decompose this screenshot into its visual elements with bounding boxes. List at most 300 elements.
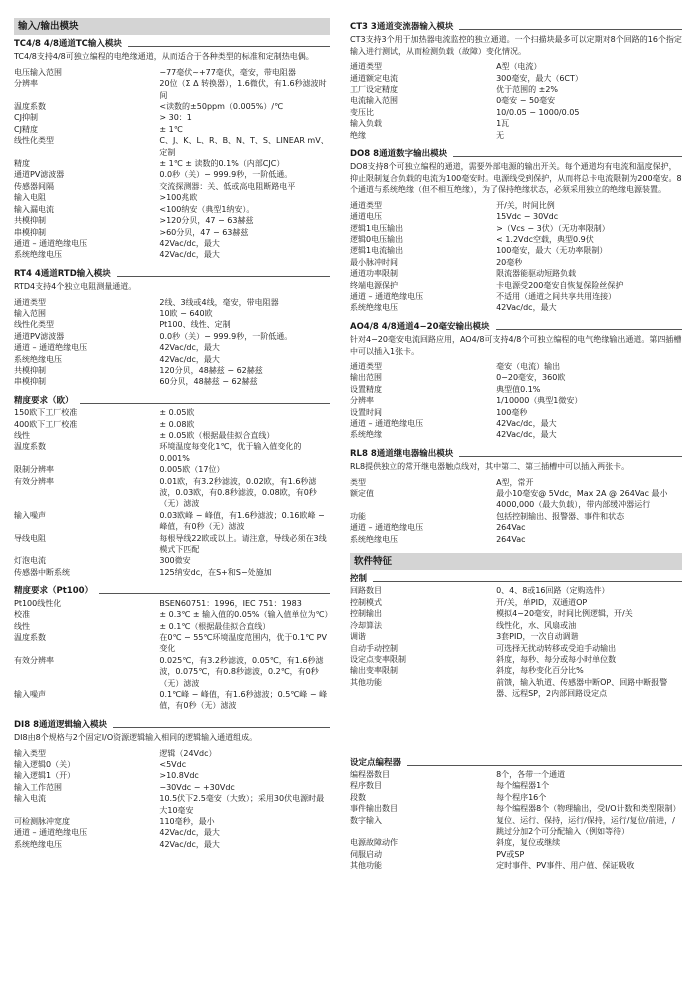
- spec-row: [14, 67, 330, 78]
- spec-value: 0.03欧峰 − 峰值，有1.6秒滤波；0.16欧峰 − 峰值，有0秒（无）滤波: [159, 510, 325, 532]
- spec-value: 42Vac/dc，最大: [159, 250, 220, 260]
- spec-value: <100纳安（典型1纳安）。: [159, 204, 255, 214]
- module-block: [14, 269, 330, 388]
- spec-value: 卡电源受200毫安自恢复保险丝保护: [496, 280, 624, 290]
- spec-label: 冷却算法: [350, 620, 382, 630]
- spec-row: [350, 585, 682, 596]
- spec-row: [350, 620, 682, 631]
- spec-value: 10.5伏下2.5毫安（大致）；采用30伏电源时最大10毫安: [159, 794, 325, 815]
- spec-label: 输入负载: [350, 119, 382, 129]
- spec-label: 编程器数目: [350, 769, 390, 779]
- spec-value: 0.0秒（关）− 999.9秒，一阶低通。: [159, 170, 293, 180]
- spec-label: Pt100线性化: [14, 598, 62, 608]
- spec-label: 逻辑1电流输出: [350, 246, 404, 256]
- spec-value: < 1.2Vdc空载，典型0.9伏: [496, 234, 594, 244]
- spec-label: 通道类型: [350, 200, 382, 210]
- spec-label: 事件输出数目: [350, 804, 398, 814]
- spec-row: [350, 608, 682, 619]
- spec-row: [350, 395, 682, 406]
- module-heading: CT3 3通道变流器输入模块: [350, 22, 682, 33]
- spec-label: 导线电阻: [14, 533, 46, 543]
- spec-label: 输出变率限制: [350, 666, 398, 676]
- module-description: DI8由8个规格与2个固定I/O资源逻辑输入相同的逻辑输入通道组成。: [14, 733, 258, 743]
- spec-label: 系统绝缘电压: [350, 534, 398, 544]
- spec-label: 伺服启动: [350, 849, 382, 859]
- spec-label: 通道 – 通道绝缘电压: [350, 523, 424, 533]
- spec-row: [14, 430, 330, 441]
- spec-row: [14, 407, 330, 418]
- spec-value: 定时事件、PV事件、用户值、保证吸收: [496, 861, 635, 871]
- spec-label: 线性化类型: [14, 320, 54, 330]
- spec-value: 斜度，每秒变化百分比%: [496, 666, 584, 676]
- spec-value: 0.01欧，有3.2秒滤波，0.02欧，有1.6秒滤波，0.03欧，有0.8秒滤波，0.08欧，有0秒（无）滤波: [159, 476, 317, 509]
- module-block: [14, 396, 330, 579]
- spec-label: 可检测脉冲宽度: [14, 817, 70, 826]
- module-block: [350, 449, 682, 545]
- spec-row: [14, 464, 330, 475]
- module-description: TC4/8支持4/8可独立编程的电绝缘通道，从而适合于各种类型的标准和定制热电偶。: [14, 52, 314, 62]
- spec-label: 有效分辨率: [14, 476, 54, 486]
- spec-value: 逻辑（24Vdc）: [159, 748, 217, 758]
- module-block: [350, 149, 682, 314]
- spec-row: [350, 534, 682, 545]
- spec-label: 通道 – 通道绝缘电压: [350, 419, 424, 428]
- spec-label: 分辨率: [14, 79, 38, 89]
- spec-label: 逻辑1电压输出: [350, 223, 404, 233]
- spec-value: 125纳安dc，在S+和S−处施加: [159, 567, 272, 577]
- spec-label: CJ抑制: [14, 113, 38, 123]
- spec-value: 每根导线22欧或以上。请注意，导线必须在3线模式下匹配: [159, 533, 327, 555]
- module-description: DO8支持8个可独立编程的通道，需要外部电源的输出开关。每个通道均有电流和温度保护，抑止限制复合负载的电流为100毫安时。电源线受到保护，从而将总卡电流限制为200毫安。8个通道与系统绝缘（但不相互绝缘），为了保持绝缘状态，必须采用独立的绝缘电源装置。: [350, 162, 682, 195]
- spec-value: 前馈，输入轨道、传感器中断OP、回路中断报警器、远程SP，2内部回路设定点: [496, 677, 668, 699]
- module-description: 针对4−20毫安电流回路应用，AO4/8可支持4/8个可独立编程的电气绝缘输出通道。第四插槽中可以插入1张卡。: [350, 335, 682, 356]
- spec-label: 温度系数: [14, 442, 46, 452]
- module-heading: DO8 8通道数字输出模块: [350, 149, 682, 160]
- spec-value: 可选择无扰动转移或受迫手动输出: [496, 643, 617, 653]
- module-heading: RL8 8通道继电器输出模块: [350, 449, 682, 460]
- spec-label: 限制分辨率: [14, 465, 54, 475]
- spec-row: [350, 95, 682, 106]
- spec-label: 传感器中断系统: [14, 567, 70, 577]
- spec-label: 控制输出: [350, 609, 382, 619]
- spec-value: 环境温度每变化1℃，优于输入值变化的0.001%: [159, 442, 302, 463]
- spec-value: PV或SP: [496, 849, 525, 859]
- spec-label: 电源故障动作: [350, 838, 398, 848]
- spec-row: [14, 689, 330, 712]
- spec-value: 120分贝，48赫兹 − 62赫兹: [159, 365, 263, 375]
- spec-row: [350, 511, 682, 522]
- spec-value: <读数的±50ppm（0.005%）/℃: [159, 102, 284, 112]
- spec-label: 系统绝缘: [350, 430, 382, 440]
- spec-row: [350, 234, 682, 245]
- spec-value: > 30：1: [159, 113, 192, 123]
- spec-value: >120分贝，47 − 63赫兹: [159, 216, 254, 226]
- spec-row: [14, 567, 330, 578]
- spec-value: 2线、3线或4线，毫安，带电阻器: [159, 297, 279, 307]
- module-block: [350, 22, 682, 141]
- spec-value: 100毫安，最大（无功率限制）: [496, 246, 608, 256]
- spec-row: [14, 827, 330, 838]
- spec-row: [350, 384, 682, 395]
- spec-label: 输入逻辑0（关）: [14, 759, 76, 769]
- spec-row: [14, 169, 330, 180]
- spacer: [350, 708, 682, 754]
- module-heading: 精度要求（Pt100）: [14, 586, 330, 597]
- spec-label: 通道PV滤波器: [14, 170, 65, 180]
- spec-row: [350, 803, 682, 814]
- spec-value: 42Vac/dc，最大: [159, 828, 220, 838]
- spec-label: 温度系数: [14, 102, 46, 112]
- spec-value: 110毫秒，最小: [159, 817, 215, 826]
- spec-row: [14, 135, 330, 158]
- spec-row: [350, 631, 682, 642]
- spec-value: 300微安: [159, 556, 191, 566]
- spec-value: 每个编程器1个: [496, 781, 550, 791]
- spec-row: [350, 815, 682, 838]
- spec-row: [350, 61, 682, 72]
- spec-label: 线性: [14, 621, 30, 631]
- spec-label: 调谐: [350, 632, 366, 642]
- spec-label: 设置精度: [350, 384, 382, 394]
- spec-value: A型（电流）: [496, 62, 542, 72]
- spec-label: 有效分辨率: [14, 655, 54, 665]
- spec-label: 串模抑制: [14, 377, 46, 387]
- spec-row: [14, 839, 330, 850]
- spec-label: 逻辑0电压输出: [350, 234, 404, 244]
- spec-value: 20毫秒: [496, 257, 523, 267]
- spec-row: [14, 376, 330, 387]
- spec-row: [350, 792, 682, 803]
- spec-label: 设定点变率限制: [350, 654, 406, 664]
- spec-row: [350, 200, 682, 211]
- spec-value: C、J、K、L、R、B、N、T、S、LINEAR mV、定制: [159, 136, 329, 157]
- spec-value: 3套PID，一次自动调谐: [496, 632, 579, 642]
- io-section-title: 输入/输出模块: [14, 18, 330, 35]
- spec-value: 300毫安，最大（6CT）: [496, 73, 583, 83]
- spec-row: [350, 780, 682, 791]
- module-block: [14, 39, 330, 261]
- spec-row: [350, 860, 682, 871]
- module-heading: RT4 4通道RTD输入模块: [14, 269, 330, 280]
- spec-row: [350, 837, 682, 848]
- spec-row: [14, 609, 333, 620]
- spec-label: 通道类型: [14, 297, 46, 307]
- module-heading: TC4/8 4/8通道TC输入模块: [14, 39, 330, 50]
- spec-value: >60分贝，47 − 63赫兹: [159, 227, 249, 237]
- spec-label: 通道类型: [350, 62, 382, 72]
- spec-row: [350, 769, 682, 780]
- spec-value: 42Vac/dc，最大: [496, 430, 557, 440]
- spec-label: 线性化类型: [14, 136, 54, 146]
- spec-label: 绝缘: [350, 130, 366, 140]
- spec-value: 开/关，时间比例: [496, 200, 555, 210]
- spec-value: 1/10000（典型1微安）: [496, 396, 583, 406]
- spec-label: 类型: [350, 477, 366, 487]
- spec-row: [350, 654, 682, 665]
- spec-value: >10.8Vdc: [159, 771, 199, 781]
- spec-value: 0、4、8或16回路（定购选件）: [496, 586, 610, 596]
- spec-row: [14, 759, 330, 770]
- spec-row: [350, 211, 682, 222]
- spec-row: [350, 522, 682, 533]
- spec-label: 额定值: [350, 489, 374, 499]
- module-description: RL8提供独立的常开继电器触点线对，其中第二、第三插槽中可以插入两张卡。: [350, 462, 630, 472]
- spec-label: 共模抑制: [14, 365, 46, 375]
- spec-row: [14, 78, 330, 101]
- spec-value: ± 0.3℃ ± 输入值的0.05%（输入值单位为℃）: [159, 610, 333, 620]
- spec-row: [350, 665, 682, 676]
- right-module-list: [350, 22, 682, 545]
- spec-row: [350, 677, 682, 700]
- spec-label: 通道PV滤波器: [14, 331, 65, 341]
- spec-label: 段数: [350, 792, 366, 802]
- module-block: [14, 720, 330, 850]
- spec-label: 输入工作范围: [14, 782, 62, 792]
- spec-row: [350, 361, 682, 372]
- spec-value: >（Vcs − 3伏）（无功率限制）: [496, 223, 610, 233]
- spec-value: 斜度，复位或继续: [496, 838, 561, 848]
- left-column: [14, 18, 333, 858]
- module-block: [350, 322, 682, 441]
- spec-value: −30Vdc − +30Vdc: [159, 782, 235, 792]
- spec-label: 电压输入范围: [14, 67, 62, 77]
- spec-row: [14, 441, 330, 464]
- spec-label: 变压比: [350, 107, 374, 117]
- spec-value: 60分贝，48赫兹 − 62赫兹: [159, 377, 258, 387]
- spec-row: [14, 782, 330, 793]
- spec-value: ± 1℃ ± 读数的0.1%（内部CJC）: [159, 159, 285, 169]
- spec-label: 输入电流: [14, 794, 46, 804]
- spec-row: [350, 280, 682, 291]
- spec-value: 1瓦: [496, 119, 510, 129]
- spec-row: [14, 354, 330, 365]
- control-rows: [350, 585, 682, 699]
- spec-value: 毫安（电流）输出: [496, 361, 561, 371]
- spec-value: 264Vac: [496, 534, 526, 544]
- spec-row: [350, 429, 682, 440]
- spec-value: 0.005欧（17位）: [159, 465, 225, 475]
- spec-value: 20位（Σ Δ 转换器），1.6微伏，有1.6秒滤波时间: [159, 79, 327, 100]
- spec-label: 150欧下工厂校准: [14, 408, 78, 418]
- spec-value: 不适用（通道之间共享共用连接）: [496, 291, 617, 301]
- spec-value: 42Vac/dc，最大: [159, 354, 220, 364]
- spec-row: [14, 365, 330, 376]
- spec-value: 开/关，单PID，双通道OP: [496, 597, 588, 607]
- spec-row: [14, 308, 330, 319]
- spec-row: [14, 158, 330, 169]
- spec-value: 42Vac/dc，最大: [159, 343, 220, 353]
- spec-label: 其他功能: [350, 861, 382, 871]
- spec-label: 其他功能: [350, 677, 382, 687]
- spec-label: 共模抑制: [14, 216, 46, 226]
- spec-label: 系统绝缘电压: [14, 250, 62, 260]
- spec-row: [14, 533, 330, 556]
- left-module-list: [14, 39, 333, 850]
- spec-label: 400欧下工厂校准: [14, 419, 78, 429]
- module-heading: DI8 8通道逻辑输入模块: [14, 720, 330, 731]
- spec-label: 通道电压: [350, 212, 382, 222]
- module-block: [14, 586, 333, 711]
- module-description: CT3支持3个用于加热器电流监控的独立通道。一个扫描块最多可以定期对8个回路的16个指定输入进行测试，从而检测负载（故障）变化情况。: [350, 35, 682, 56]
- spec-label: 输入类型: [14, 748, 46, 758]
- spec-row: [350, 488, 682, 511]
- spec-row: [14, 227, 330, 238]
- spec-value: 复位、运行、保持，运行/保持，运行/复位/前进，/跳过分加2个可分配输入（例如等待）: [496, 815, 675, 836]
- spec-row: [14, 655, 330, 689]
- spec-value: −77毫伏~+77毫伏，毫安，带电阻器: [159, 67, 296, 77]
- spec-label: 电流输入范围: [350, 96, 398, 106]
- spec-row: [350, 302, 682, 313]
- spec-value: 42Vac/dc，最大: [496, 303, 557, 313]
- spec-row: [350, 268, 682, 279]
- spec-row: [350, 118, 682, 129]
- spec-row: [14, 124, 330, 135]
- spec-label: CJ精度: [14, 124, 38, 134]
- spec-value: 100毫秒: [496, 407, 528, 417]
- spec-label: 功能: [350, 511, 366, 521]
- spec-row: [14, 112, 330, 123]
- spec-label: 输入噪声: [14, 510, 46, 520]
- programmer-rows: [350, 769, 682, 872]
- spec-label: 输入电阻: [14, 193, 46, 203]
- spec-value: 线性化，水、风扇或油: [496, 620, 577, 630]
- spec-label: 温度系数: [14, 632, 46, 642]
- spec-value: >100兆欧: [159, 193, 198, 203]
- spec-row: [14, 331, 330, 342]
- spec-value: 包括控制输出、报警器、事件和状态: [496, 511, 625, 521]
- spec-row: [14, 181, 330, 192]
- spec-row: [14, 215, 330, 226]
- spec-label: 通道 – 通道绝缘电压: [14, 238, 88, 248]
- module-description: RTD4支持4个独立电阻测量通道。: [14, 282, 137, 292]
- spec-row: [14, 621, 330, 632]
- spec-label: 回路数目: [350, 586, 382, 596]
- spec-row: [350, 130, 682, 141]
- spec-row: [350, 245, 682, 256]
- spec-label: 输入噪声: [14, 689, 46, 699]
- spec-value: 典型值0.1%: [496, 384, 541, 394]
- spec-row: [14, 598, 330, 609]
- spec-label: 输入漏电流: [14, 204, 54, 214]
- spec-label: 精度: [14, 159, 30, 169]
- spec-row: [350, 73, 682, 84]
- spec-row: [350, 223, 682, 234]
- spec-row: [14, 192, 330, 203]
- spec-value: 0−20毫安，360欧: [496, 373, 566, 383]
- spec-row: [14, 748, 330, 759]
- spec-value: 最小10毫安@ 5Vdc，Max 2A @ 264Vac 最小4000,000（最大负载），带内部缓冲器运行: [496, 489, 668, 510]
- spec-value: 斜度，每秒、每分或每小时单位数: [496, 654, 617, 664]
- spec-value: 42Vac/dc，最大: [159, 238, 220, 248]
- spec-row: [14, 297, 330, 308]
- spec-value: 0.025℃，有3.2秒滤波，0.05℃，有1.6秒滤波，0.075℃，有0.8秒滤波，0.2℃，有0秒（无）滤波: [159, 655, 324, 688]
- spec-row: [14, 632, 330, 655]
- module-heading: 精度要求（欧）: [14, 396, 330, 407]
- control-block: [350, 574, 682, 699]
- spec-value: 限流器能驱动短路负载: [496, 269, 577, 279]
- spec-value: BSEN60751：1996，IEC 751：1983: [159, 598, 302, 608]
- spec-label: 校准: [14, 610, 30, 620]
- spec-value: 每个程序16个: [496, 792, 547, 802]
- spec-label: 传感器间隔: [14, 181, 54, 191]
- spec-label: 输出范围: [350, 373, 382, 383]
- spec-label: 系统绝缘电压: [14, 839, 62, 849]
- spec-value: ± 0.1℃（根据最佳拟合直线）: [159, 621, 271, 631]
- spec-value: 42Vac/dc，最大: [496, 419, 557, 428]
- spec-row: [350, 418, 682, 429]
- spec-label: 灯泡电流: [14, 556, 46, 566]
- spec-label: 工厂设定精度: [350, 85, 398, 95]
- spec-label: 系统绝缘电压: [350, 303, 398, 313]
- spec-row: [14, 770, 330, 781]
- spec-row: [14, 342, 330, 353]
- spec-row: [14, 476, 330, 510]
- spec-row: [350, 291, 682, 302]
- spec-label: 最小脉冲时间: [350, 257, 398, 267]
- spec-row: [350, 643, 682, 654]
- spec-value: 10/0.05 − 1000/0.05: [496, 107, 580, 117]
- spec-label: 系统绝缘电压: [14, 354, 62, 364]
- programmer-heading: 设定点编程器: [350, 758, 682, 769]
- software-section-title: 软件特征: [350, 553, 682, 570]
- spec-value: 42Vac/dc，最大: [159, 839, 220, 849]
- spec-label: 通道 – 通道绝缘电压: [350, 291, 424, 301]
- spec-row: [350, 407, 682, 418]
- spec-label: 输入逻辑1（开）: [14, 771, 76, 781]
- spec-value: 15Vdc − 30Vdc: [496, 212, 559, 222]
- spec-value: 10欧 − 640欧: [159, 308, 213, 318]
- spec-row: [350, 477, 682, 488]
- spec-value: ± 1℃: [159, 124, 183, 134]
- spec-label: 设置时间: [350, 407, 382, 417]
- spec-label: 通道 – 通道绝缘电压: [14, 343, 88, 353]
- spec-label: 输入范围: [14, 308, 46, 318]
- spec-value: A型，常开: [496, 477, 534, 487]
- spec-row: [350, 257, 682, 268]
- spec-row: [14, 204, 330, 215]
- spec-label: 控制模式: [350, 597, 382, 607]
- spec-row: [14, 793, 330, 816]
- spec-value: 264Vac: [496, 523, 526, 533]
- spec-value: <5Vdc: [159, 759, 187, 769]
- spec-label: 分辨率: [350, 396, 374, 406]
- spec-row: [14, 249, 330, 260]
- spec-row: [14, 419, 330, 430]
- spec-label: 串模抑制: [14, 227, 46, 237]
- spec-label: 程序数目: [350, 781, 382, 791]
- spec-row: [14, 101, 330, 112]
- spec-value: 8个，各带一个通道: [496, 769, 566, 779]
- spec-row: [350, 107, 682, 118]
- spec-value: 模拟4−20毫安，时间比例逻辑，开/关: [496, 609, 633, 619]
- spec-value: 交流探测器：关、低或高电阻断路电平: [159, 181, 296, 191]
- spec-row: [14, 816, 330, 827]
- control-heading: 控制: [350, 574, 682, 585]
- spec-label: 数字输入: [350, 815, 382, 825]
- spec-label: 终端电源保护: [350, 280, 398, 290]
- spec-label: 通道额定电流: [350, 73, 398, 83]
- spec-row: [350, 849, 682, 860]
- spec-row: [350, 372, 682, 383]
- spec-row: [350, 597, 682, 608]
- spec-label: 线性: [14, 431, 30, 440]
- programmer-block: [350, 758, 682, 872]
- spec-row: [350, 84, 682, 95]
- spec-label: 自动手动控制: [350, 643, 398, 653]
- spec-value: 0.0秒（关）− 999.9秒，一阶低通。: [159, 331, 293, 341]
- spec-row: [14, 510, 330, 533]
- right-column: [350, 18, 682, 880]
